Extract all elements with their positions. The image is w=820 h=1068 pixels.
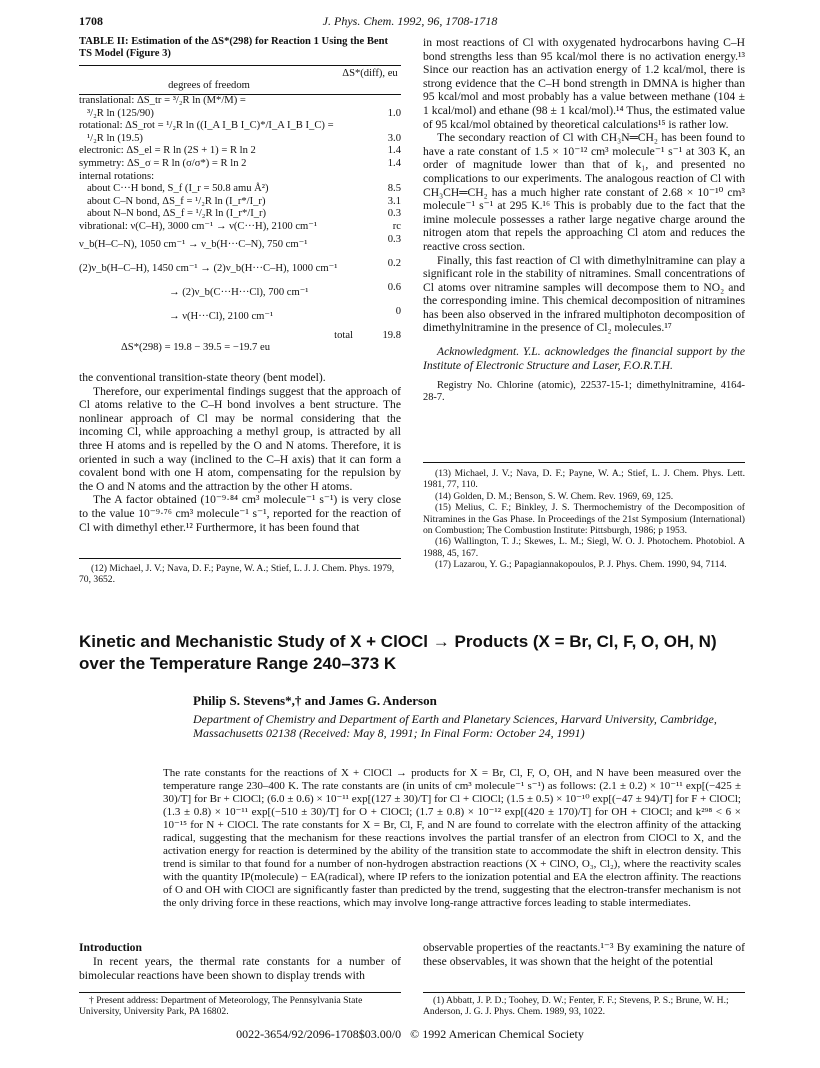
left-paragraph-3: The A factor obtained (10⁻⁹·⁸⁴ cm³ molecule⁻¹ s⁻¹) is very close to the value 10⁻⁹·⁷⁶ cm³ molecule⁻¹ s⁻¹, reported for the reaction of Cl with dimethyl ether.¹² Furthermore, it has been found that <box>79 493 401 534</box>
table-cell-value: 0.3 <box>387 233 401 245</box>
article-title-line-2: over the Temperature Range 240–373 K <box>79 654 397 673</box>
acknowledgment: Acknowledgment. Y.L. acknowledges the financial support by the Institute of Electronic Structure and Laser, F.O.R.T.H. <box>423 345 745 372</box>
footnote-item: (13) Michael, J. V.; Nava, D. F.; Payne, W. A.; Stief, L. J. Chem. Phys. Lett. 1981, 77, 110. <box>423 468 745 491</box>
table-cell-value <box>361 95 401 108</box>
table-row <box>79 221 401 234</box>
table-row <box>79 145 401 158</box>
table-row <box>79 133 401 146</box>
table-cell-label: ³/₂R ln (125/90) <box>79 107 154 119</box>
table-row <box>79 171 401 184</box>
bottom-right-rule <box>423 992 745 993</box>
table-row <box>79 120 401 133</box>
table-summary: ΔS*(298) = 19.8 − 39.5 = −19.7 eu <box>121 342 271 354</box>
table-body <box>79 95 401 330</box>
footnote-item: (17) Lazarou, Y. G.; Papagiannakopoulos, P. J. Phys. Chem. 1990, 94, 7114. <box>435 559 727 571</box>
table-row <box>79 196 401 209</box>
table-cell-label: vibrational: ν(C–H), 3000 cm⁻¹ → ν(C···H), 2100 cm⁻¹ <box>79 220 318 232</box>
introduction-right-text: observable properties of the reactants.¹⁻³ By examining the nature of these observables, it was shown that the height of the potential <box>423 941 745 968</box>
introduction-left-text: In recent years, the thermal rate constants for a number of bimolecular reactions have been shown to display trends with <box>79 955 401 982</box>
table-cell-label: ¹/₂R ln (19.5) <box>79 132 143 144</box>
left-paragraph-2: Therefore, our experimental findings suggest that the approach of Cl atoms relative to the C–H bond involves a bent structure. The nonlinear approach of Cl may be normal considering that the incoming Cl, while approaching a methyl group, is attracted by all three H atoms and is repelled by the O and N atoms. Therefore, it is oriented in such a way (inclined to the C–H axis) that it can form a covalent bond with one H atom, compensating for the repulsion by the O and N atoms and the attraction by the other H atoms. <box>79 384 401 493</box>
left-body <box>79 371 401 534</box>
table-cell-value: rc <box>392 220 401 232</box>
col-value-header: ΔS*(diff), eu <box>342 68 398 79</box>
article-abstract: The rate constants for the reactions of X + ClOCl → products for X = Br, Cl, F, O, OH, and N have been measured over the temperature range 230–400 K. The rate constants are (in units of cm³ molecule⁻¹ s⁻¹) as follows: (2.1 ± 0.2) × 10⁻¹¹ exp[(−425 ± 30)/T] for Br + ClOCl; (6.0 ± 0.6) × 10⁻¹¹ exp[(127 ± 30)/T] for Cl + ClOCl; (1.5 ± 0.5) × 10⁻¹⁰ exp[(−47 ± 94)/T] for F + ClOCl; (1.3 ± 0.8) × 10⁻¹¹ exp[(−510 ± 30)/T] for O + ClOCl; (1.7 ± 0.8) × 10⁻¹² exp[(420 ± 170)/T] for OH + ClOCl; and k²⁹⁸ < 6 × 10⁻¹⁵ for N + ClOCl. The rate constants for X = Br, Cl, F, and N are found to correlate with the electron affinity of the attacking radical, suggesting that the mechanism for these reactions involves the partial transfer of an electron from ClOCl to X, and the activation energy for reaction is determined by the ability of the transition state to accommodate the shift in electron density. This trend is similar to that found for a number of non-hydrogen abstraction reactions (X + ClNO, O₃, Cl₂), where the reactivity scales with the quantity IP(molecule) − EA(radical), where IP refers to the ionization potential and EA the electron affinity. The reactions of O and OH with ClOCl are significantly faster than predicted by the trend, suggesting that the electron-transfer mechanism is not the only driving force in these reactions, which may involve long-range attractive forces leading to stable intermediates. <box>163 767 741 909</box>
footnote-12: (12) Michael, J. V.; Nava, D. F.; Payne, W. A.; Stief, L. J. J. Chem. Phys. 1979, 70, 3652. <box>79 563 395 586</box>
bottom-left-rule <box>79 992 401 993</box>
right-paragraph-3: Finally, this fast reaction of Cl with dimethylnitramine can play a significant role in the stability of nitramines. Small concentrations of Cl atoms over nitramine samples will decompose them to NO₂ and the corresponding imine. This chemical decomposition of nitramines has been also observed in the infrared multiphoton decomposition of dimethylnitramine in the presence of Cl₂ molecules.¹⁷ <box>423 253 745 335</box>
total-value: 19.8 <box>382 329 401 341</box>
table-row <box>79 258 401 282</box>
table-cell-label: → (2)ν_b(C···H···Cl), 700 cm⁻¹ <box>169 287 309 299</box>
total-label: total <box>334 329 353 341</box>
table-row <box>79 95 401 108</box>
table-row <box>79 208 401 221</box>
table-cell-label: internal rotations: <box>79 170 155 182</box>
article-affiliation: Department of Chemistry and Department of Earth and Planetary Sciences, Harvard University, Cambridge, Massachusetts 02138 (Received: May 8, 1991; In Final Form: October 24, 1991) <box>193 712 717 740</box>
table-cell-value: 0.6 <box>387 281 401 293</box>
table-cell-value: 1.4 <box>387 145 401 157</box>
table-row <box>79 234 401 258</box>
right-paragraph-2: The secondary reaction of Cl with CH₃N═CH₂ has been found to have a rate constant of 1.5 × 10⁻¹² cm³ molecule⁻¹ s⁻¹ at 303 K, an order of magnitude lower than that of k₁, and presented no complications to our experiments. The analogous reaction of Cl with CH₃CH═CH₂ has a much higher rate constant of 2.68 × 10⁻¹⁰ cm³ molecule⁻¹ s⁻¹ at 295 K.¹⁶ This is probably due to the fact that the imine molecule possesses a rather large negative charge around the nitrogen atom that repels the approaching Cl atom and reduces the reactive cross section. <box>423 131 745 253</box>
table-cell-value <box>361 171 401 184</box>
table-cell-label: → ν(H···Cl), 2100 cm⁻¹ <box>169 311 274 323</box>
table-cell-value: 1.4 <box>387 157 401 169</box>
table-cell-label: rotational: ΔS_rot = ¹/₂R ln ((I_A I_B I_C)*/I_A I_B I_C) = <box>79 120 334 132</box>
table-cell-value: 8.5 <box>387 183 401 195</box>
journal-header: J. Phys. Chem. 1992, 96, 1708-1718 <box>322 14 498 28</box>
right-body <box>423 36 745 404</box>
table-cell-value: 0 <box>395 305 401 317</box>
article-title <box>79 631 759 675</box>
table-cell-value <box>361 120 401 133</box>
left-footnote-rule <box>79 558 401 559</box>
table-cell-value: 3.0 <box>387 132 401 144</box>
page-footer: 0022-3654/92/2096-1708$03.00/0 © 1992 American Chemical Society <box>236 1027 584 1041</box>
table-title: TABLE II: Estimation of the ΔS*(298) for Reaction 1 Using the Bent TS Model (Figure 3) <box>79 36 389 59</box>
table-row <box>79 282 401 306</box>
table-cell-label: about N–N bond, ΔS_f = ¹/₂R ln (I_r*/I_r) <box>79 208 267 220</box>
table-cell-value: 3.1 <box>387 195 401 207</box>
table-row <box>79 158 401 171</box>
left-paragraph-1: the conventional transition-state theory (bent model). <box>79 371 326 384</box>
article-title-line-1: Kinetic and Mechanistic Study of X + ClOCl → Products (X = Br, Cl, F, O, OH, N) <box>79 632 717 651</box>
footnote-item: (16) Wallington, T. J.; Skewes, L. M.; Siegl, W. O. J. Photochem. Photobiol. A 1988, 45, 167. <box>423 536 745 559</box>
footnote-present-address: † Present address: Department of Meteorology, The Pennsylvania State University, University Park, PA 16802. <box>79 995 363 1018</box>
page-number: 1708 <box>79 14 103 28</box>
table-header <box>79 68 401 92</box>
right-footnotes <box>423 468 745 571</box>
table-cell-label: electronic: ΔS_el = R ln (2S + 1) = R ln 2 <box>79 145 256 157</box>
table-cell-label: about C···H bond, S_f (I_r = 50.8 amu Å²) <box>79 183 269 195</box>
article-authors: Philip S. Stevens*,† and James G. Anderson <box>193 693 437 708</box>
table-cell-label: translational: ΔS_tr = ³/₂R ln (M*/M) = <box>79 95 246 106</box>
right-paragraph-1: in most reactions of Cl with oxygenated hydrocarbons having C–H bond strengths less than 95 kcal/mol there is no activation energy.¹³ Since our reaction has an activation energy of 1.2 kcal/mol, there is strong evidence that the C–H bond strength in DMNA is higher than 95 kcal/mol and most probably has a value between methane (104 ± 1 kcal/mol) and ethane (98 ± 1 kcal/mol).¹⁴ Thus, the estimated value of 95 kcal/mol obtained by theoretical calculations¹⁵ is rather low. <box>423 36 745 131</box>
table-ii <box>79 36 401 355</box>
introduction-heading: Introduction <box>79 941 142 954</box>
table-cell-value: 0.3 <box>387 208 401 220</box>
table-cell-label: ν_b(H–C–N), 1050 cm⁻¹ → ν_b(H···C–N), 750 cm⁻¹ <box>79 239 308 251</box>
table-row <box>79 306 401 330</box>
right-footnote-rule <box>423 462 745 463</box>
table-cell-label: about C–N bond, ΔS_f = ¹/₂R ln (I_r*/I_r) <box>79 195 266 207</box>
table-cell-label: (2)ν_b(H–C–H), 1450 cm⁻¹ → (2)ν_b(H···C–H), 1000 cm⁻¹ <box>79 263 338 275</box>
footnote-item: (14) Golden, D. M.; Benson, S. W. Chem. Rev. 1969, 69, 125. <box>435 490 674 502</box>
table-cell-label: symmetry: ΔS_σ = R ln (σ/σ*) = R ln 2 <box>79 157 247 169</box>
registry-numbers: Registry No. Chlorine (atomic), 22537-15-1; dimethylnitramine, 4164-28-7. <box>423 380 745 404</box>
footnote-item: (15) Melius, C. F.; Binkley, J. S. Thermochemistry of the Decomposition of Nitramines in the Gas Phase. In Proceedings of the 21st Symposium (International) on Combustion; The Combustion Institute: Pittsburgh, 1986; p 1953. <box>423 502 745 537</box>
col-degrees-header: degrees of freedom <box>168 80 250 91</box>
table-top-rule <box>79 65 401 66</box>
table-total-row <box>79 330 401 343</box>
table-row <box>79 108 401 121</box>
table-cell-value: 0.2 <box>387 257 401 269</box>
table-row <box>79 183 401 196</box>
table-cell-value: 1.0 <box>387 107 401 119</box>
footnote-1: (1) Abbatt, J. P. D.; Toohey, D. W.; Fenter, F. F.; Stevens, P. S.; Brune, W. H.; Anderson, J. G. J. Phys. Chem. 1989, 93, 1022. <box>423 995 729 1018</box>
